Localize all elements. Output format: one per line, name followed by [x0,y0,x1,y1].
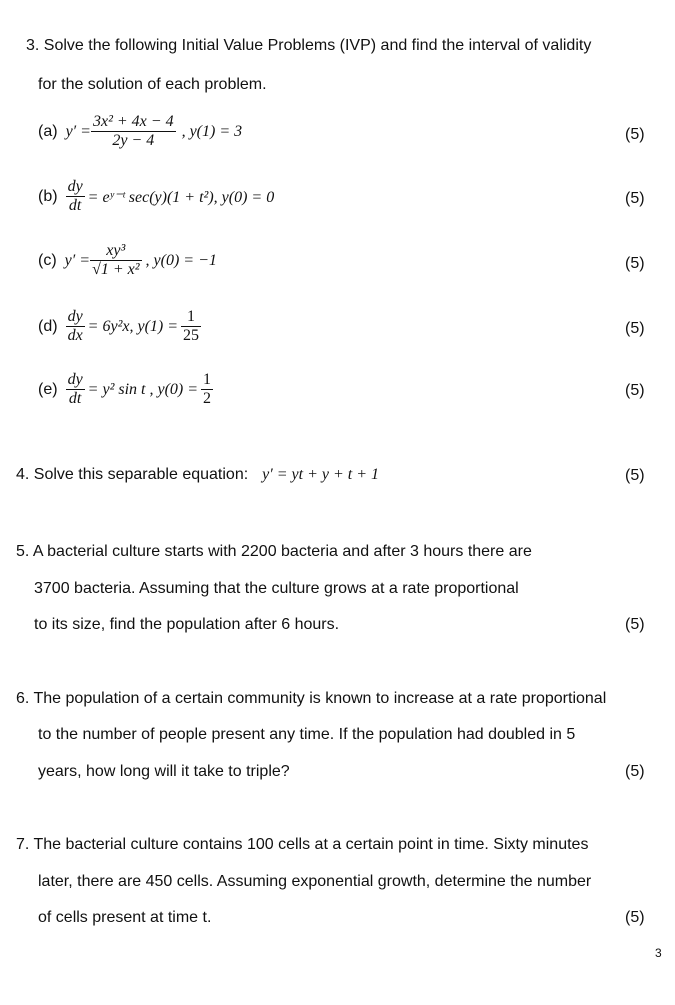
q3-part-b [38,178,274,215]
equation-rhs: = eʸ⁻ᵗ sec(y)(1 + t²), y(0) = 0 [87,188,275,206]
marks-c: (5) [625,255,645,272]
marks-q5: (5) [625,616,645,633]
q5-line-2: 3700 bacteria. Assuming that the culture grows at a rate proportional [34,580,519,597]
equation-rhs: = y² sin t , y(0) = [87,380,199,398]
q7-line-3: of cells present at time t. [38,909,212,926]
q4-equation: y′ = yt + y + t + 1 [262,466,380,483]
initial-condition: , y(0) = −1 [145,251,217,269]
fraction-numerator: dy [67,308,83,325]
q3-line-2: for the solution of each problem. [38,76,267,93]
fraction-numerator: xy³ [106,242,126,259]
equation-lhs: y′ = [65,122,91,140]
fraction-denominator: dx [67,327,83,344]
marks-q4: (5) [625,467,645,484]
q3-part-c [38,242,217,279]
equation-fraction [90,242,141,279]
q6-line-1: 6. The population of a certain community is known to increase at a rate proportional [16,690,607,707]
q3-part-a [38,113,242,150]
fraction-numerator: 3x² + 4x − 4 [92,113,174,130]
part-label: (e) [38,380,58,398]
q6-line-2: to the number of people present any time. If the population had doubled in 5 [38,726,576,743]
equation-rhs: = 6y²x, y(1) = [87,317,179,335]
marks-q7: (5) [625,909,645,926]
fraction-numerator: dy [67,371,83,388]
fraction-denominator: dt [66,196,85,215]
q3-part-e [38,371,213,408]
value-fraction [181,308,201,345]
fraction-denominator: √1 + x² [92,261,140,278]
marks-q6: (5) [625,763,645,780]
fraction-numerator: 1 [203,371,212,388]
q3-line-1: 3. Solve the following Initial Value Problems (IVP) and find the interval of validity [26,37,592,54]
marks-a: (5) [625,126,645,143]
q4 [16,465,379,485]
fraction-numerator: dy [67,178,83,195]
value-fraction [201,371,213,408]
derivative-fraction [66,308,85,345]
derivative-fraction [66,371,85,408]
q6-line-3: years, how long will it take to triple? [38,763,290,780]
fraction-denominator: 2 [203,390,212,407]
fraction-numerator: 1 [187,308,196,325]
q5-line-1: 5. A bacterial culture starts with 2200 bacteria and after 3 hours there are [16,543,532,560]
part-label: (b) [38,187,58,205]
fraction-denominator: 2y − 4 [91,131,176,150]
part-label: (d) [38,317,58,335]
page-number: 3 [655,946,662,960]
initial-condition: , y(1) = 3 [181,122,243,140]
q7-line-1: 7. The bacterial culture contains 100 cells at a certain point in time. Sixty minutes [16,836,589,853]
part-label: (a) [38,122,58,140]
equation-fraction [91,113,176,150]
marks-b: (5) [625,190,645,207]
fraction-denominator: dt [66,389,85,408]
q5-line-3: to its size, find the population after 6 hours. [34,616,340,633]
q7-line-2: later, there are 450 cells. Assuming exponential growth, determine the number [38,873,592,890]
q4-text: 4. Solve this separable equation: [16,466,249,483]
equation-lhs: y′ = [64,251,91,269]
marks-e: (5) [625,382,645,399]
part-label: (c) [38,251,57,269]
fraction-denominator: 25 [183,327,200,344]
marks-d: (5) [625,320,645,337]
q3-part-d [38,308,201,345]
derivative-fraction [66,178,85,215]
